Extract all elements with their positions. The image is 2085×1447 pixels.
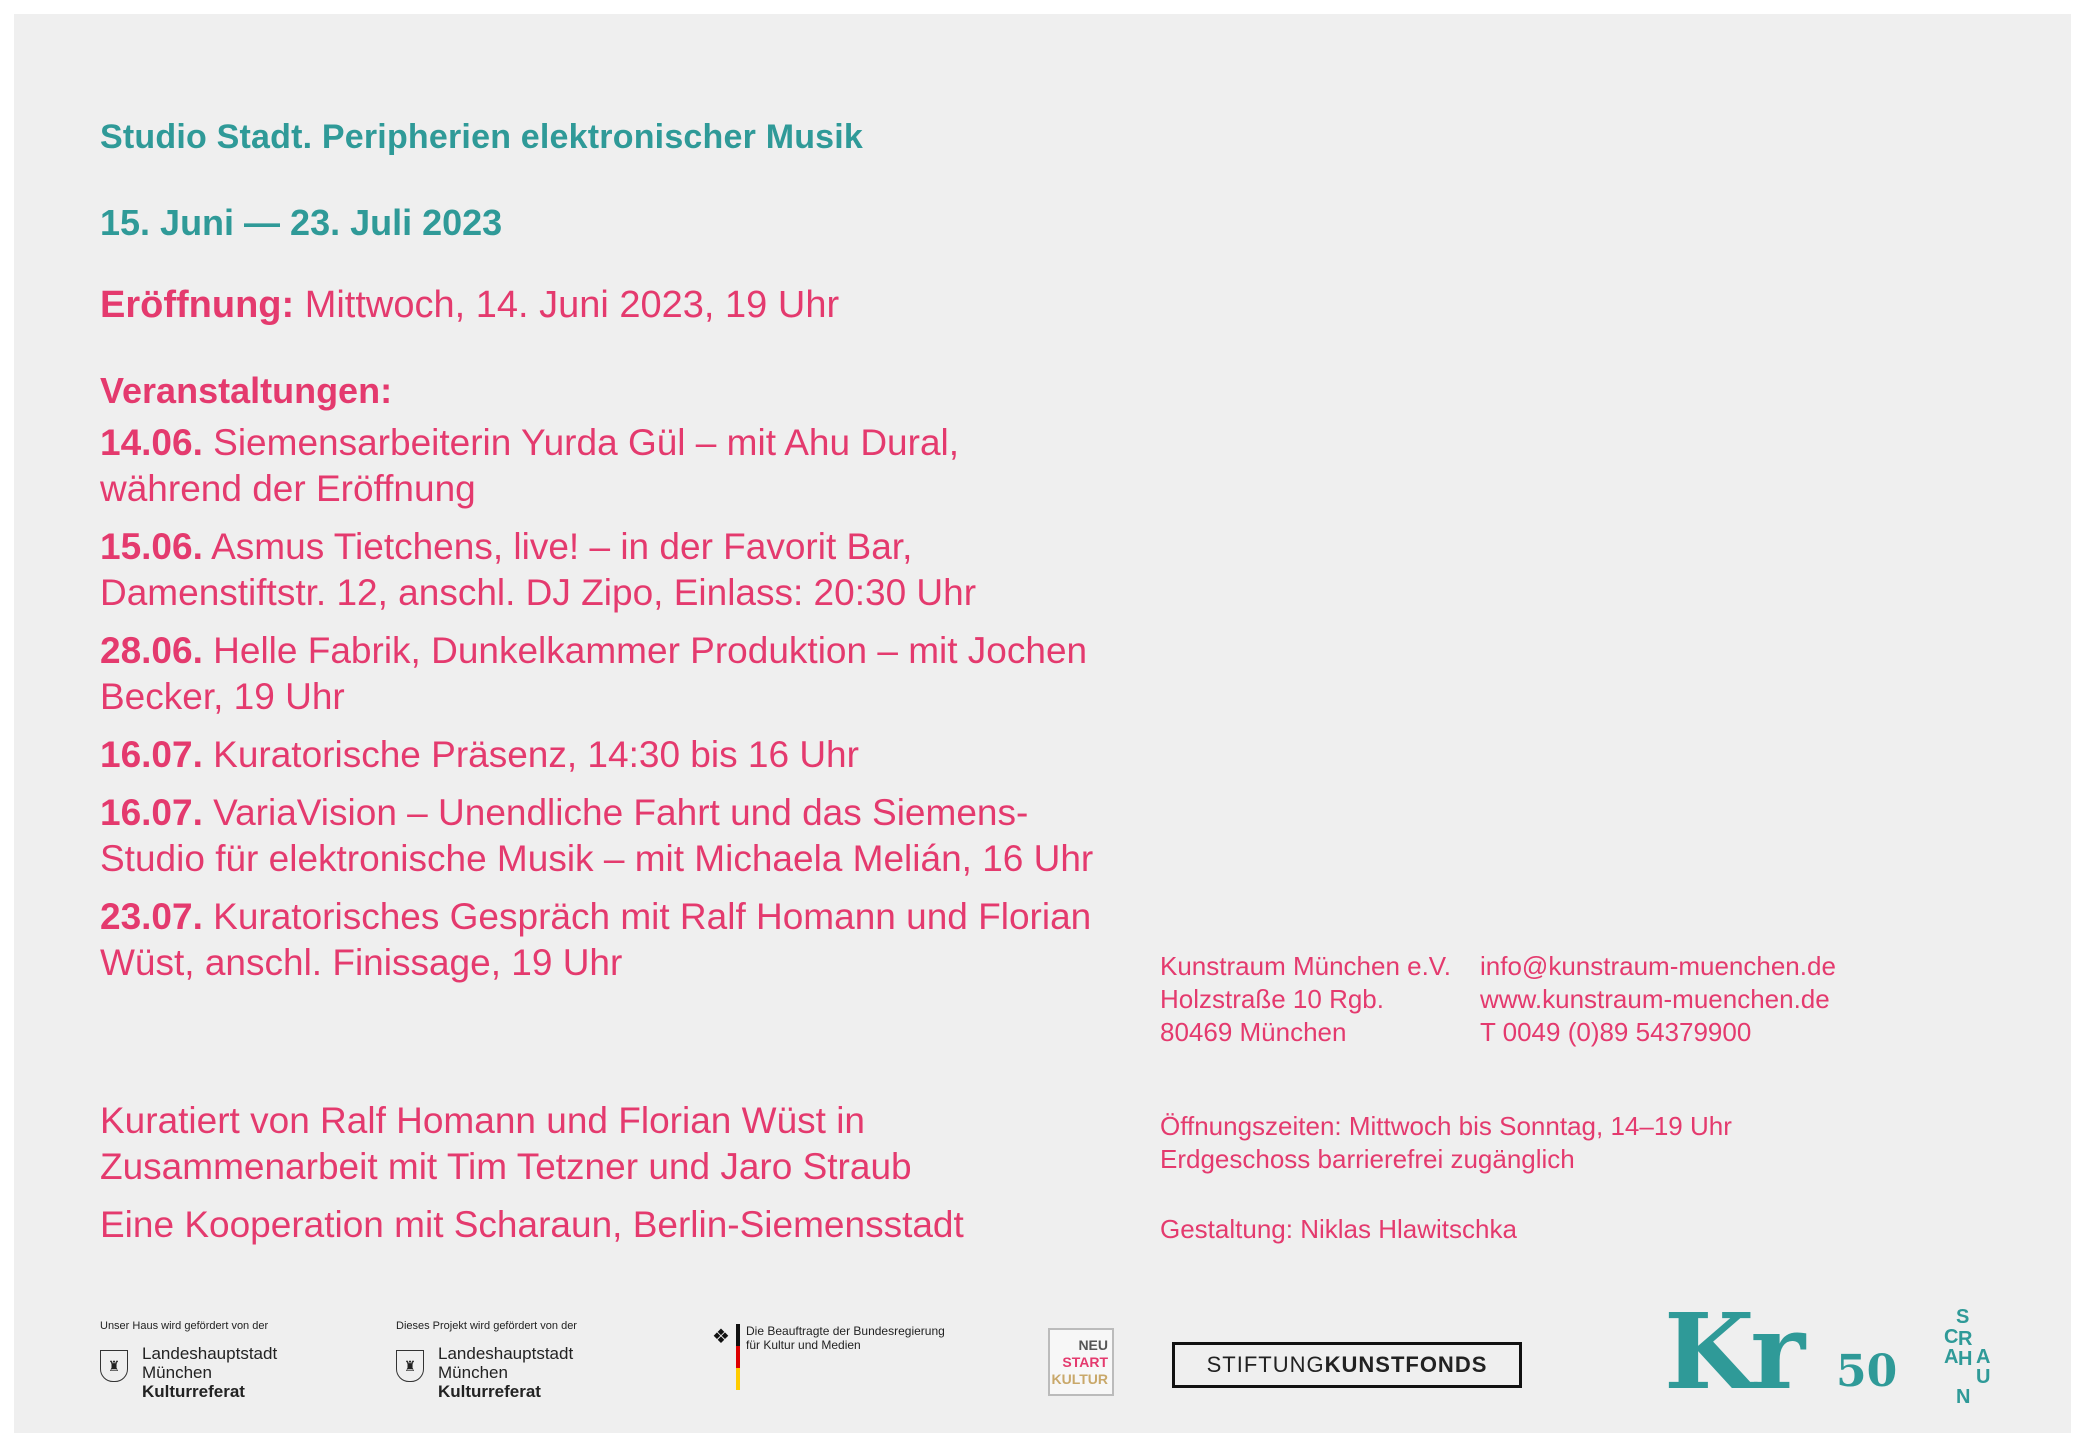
kunstfonds-a: STIFTUNG	[1206, 1352, 1325, 1377]
munich-crest-icon: ♜	[100, 1350, 128, 1382]
german-flag-icon	[736, 1324, 740, 1390]
scharaun-letter: N	[1956, 1386, 1971, 1408]
contact-info	[1480, 950, 1836, 1049]
sponsor-line: München	[438, 1363, 508, 1382]
scharaun-letter: S	[1956, 1306, 1970, 1328]
sponsor-line: Kulturreferat	[142, 1382, 245, 1401]
event-item	[100, 524, 1100, 616]
event-date: 15.06.	[100, 526, 203, 567]
contact-phone: T 0049 (0)89 54379900	[1480, 1017, 1752, 1047]
address-street: Holzstraße 10 Rgb.	[1160, 984, 1384, 1014]
event-item	[100, 420, 1100, 512]
sponsor-federal	[712, 1324, 945, 1390]
event-text: Asmus Tietchens, live! – in der Favorit Bar, Damenstiftstr. 12, anschl. DJ Zipo, Einlass: 20:30 Uhr	[100, 526, 977, 613]
scharaun-letter: A	[1976, 1346, 1991, 1368]
address-name: Kunstraum München e.V.	[1160, 951, 1451, 981]
federal-line: für Kultur und Medien	[746, 1338, 861, 1352]
scharaun-logo	[1936, 1306, 1996, 1416]
neustart-word: START	[1062, 1353, 1108, 1370]
cooperation: Eine Kooperation mit Scharaun, Berlin-Siemensstadt	[100, 1204, 964, 1245]
scharaun-letter: R	[1958, 1328, 1973, 1350]
opening-text: Mittwoch, 14. Juni 2023, 19 Uhr	[294, 284, 840, 326]
event-text: VariaVision – Unendliche Fahrt und das Siemens-Studio für elektronische Musik – mit Michaela Melián, 16 Uhr	[100, 792, 1094, 879]
event-text: Kuratorisches Gespräch mit Ralf Homann und Florian Wüst, anschl. Finissage, 19 Uhr	[100, 896, 1092, 983]
postcard	[14, 14, 2071, 1433]
neustart-word: KULTUR	[1051, 1370, 1108, 1387]
sponsor-line: München	[142, 1363, 212, 1382]
event-item	[100, 790, 1100, 882]
federal-line: Die Beauftragte der Bundesregierung	[746, 1324, 945, 1338]
scharaun-letter: H	[1958, 1348, 1973, 1370]
sponsor-intro: Unser Haus wird gefördert von der	[100, 1320, 269, 1332]
curated-by: Kuratiert von Ralf Homann und Florian Wüst in Zusammenarbeit mit Tim Tetzner und Jaro Straub	[100, 1100, 912, 1187]
kunstfonds-b: KUNSTFONDS	[1324, 1352, 1488, 1377]
opening-hours	[1160, 1110, 1732, 1176]
event-item	[100, 894, 1100, 986]
contact-email[interactable]: info@kunstraum-muenchen.de	[1480, 951, 1836, 981]
sponsor-city-house	[100, 1320, 277, 1401]
event-date: 28.06.	[100, 630, 203, 671]
contact-web[interactable]: www.kunstraum-muenchen.de	[1480, 984, 1830, 1014]
event-text: Helle Fabrik, Dunkelkammer Produktion – mit Jochen Becker, 19 Uhr	[100, 630, 1088, 717]
scharaun-letter: U	[1976, 1366, 1991, 1388]
exhibition-title: Studio Stadt. Peripherien elektronischer Musik	[100, 118, 864, 156]
hours-line: Öffnungszeiten: Mittwoch bis Sonntag, 14–19 Uhr	[1160, 1111, 1732, 1141]
address	[1160, 950, 1451, 1049]
scharaun-letter: C	[1944, 1326, 1959, 1348]
design-credit: Gestaltung: Niklas Hlawitschka	[1160, 1214, 1517, 1244]
event-date: 14.06.	[100, 422, 203, 463]
kr-logo: Kr	[1664, 1290, 1802, 1413]
opening-label: Eröffnung:	[100, 284, 295, 326]
credits	[100, 1098, 1100, 1248]
event-item	[100, 732, 1100, 778]
munich-crest-icon: ♜	[396, 1350, 424, 1382]
accessibility-line: Erdgeschoss barrierefrei zugänglich	[1160, 1144, 1575, 1174]
neustart-word: NEU	[1078, 1336, 1108, 1353]
sponsor-line: Kulturreferat	[438, 1382, 541, 1401]
event-text: Kuratorische Präsenz, 14:30 bis 16 Uhr	[202, 734, 859, 775]
event-item	[100, 628, 1100, 720]
address-city: 80469 München	[1160, 1017, 1347, 1047]
scharaun-letter: A	[1944, 1346, 1959, 1368]
sponsor-line: Landeshauptstadt	[438, 1344, 574, 1363]
neustart-kultur-logo	[1048, 1328, 1114, 1396]
event-date: 16.07.	[100, 734, 203, 775]
federal-eagle-icon: ❖	[712, 1326, 730, 1348]
event-date: 16.07.	[100, 792, 203, 833]
opening-line	[100, 284, 839, 327]
kr-logo-number: 50	[1836, 1346, 1898, 1397]
sponsor-line: Landeshauptstadt	[142, 1344, 278, 1363]
sponsor-intro: Dieses Projekt wird gefördert von der	[396, 1320, 577, 1332]
event-text: Siemensarbeiterin Yurda Gül – mit Ahu Dural, während der Eröffnung	[100, 422, 960, 509]
stiftung-kunstfonds-logo	[1172, 1342, 1522, 1388]
event-date: 23.07.	[100, 896, 203, 937]
sponsor-city-project	[396, 1320, 577, 1401]
events-heading: Veranstaltungen:	[100, 370, 393, 411]
exhibition-dates: 15. Juni — 23. Juli 2023	[100, 202, 503, 243]
events-section	[100, 370, 1100, 998]
